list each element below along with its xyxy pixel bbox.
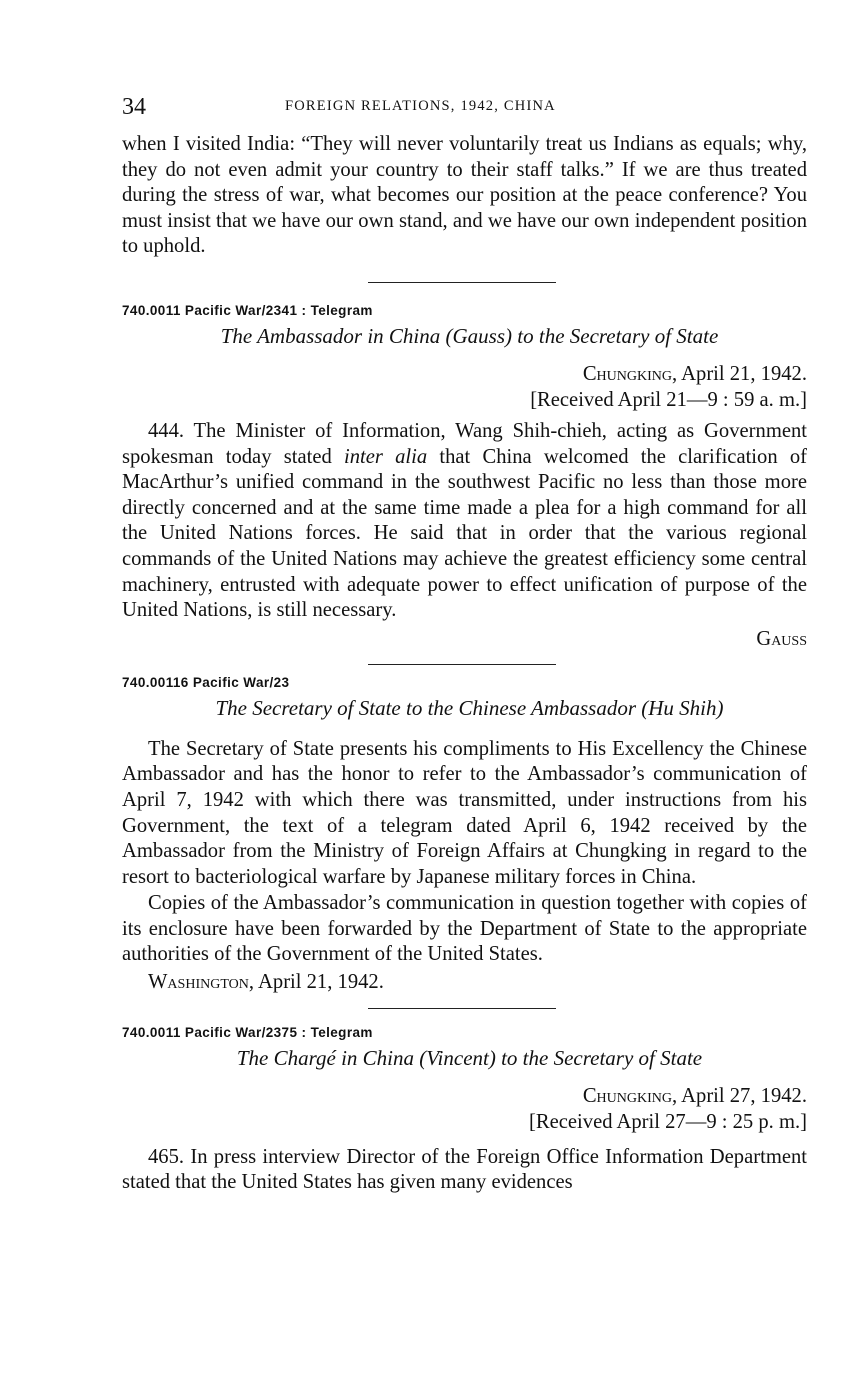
place-date-line <box>122 970 807 996</box>
note-paragraph: The Secretary of State presents his compliments to His Excellency the Chinese Ambassador and has the honor to refer to the Ambassador’s communication of April 7, 1942 with which there was transmitted, under instructions from his Government, the text of a telegram dated April 6, 1942 received by the Ambassador from the Ministry of Foreign Affairs at Chungking in regard to the resort to bacteriological warfare by Japanese military forces in China. <box>122 737 807 888</box>
section-divider <box>368 664 556 665</box>
note-paragraph: Copies of the Ambassador’s communication in question together with copies of its enclosure have been forwarded by the Department of State to the appropriate authorities of the Government of the United States. <box>122 892 807 966</box>
place-date-line <box>122 361 807 387</box>
date-text: , April 27, 1942. <box>671 1084 807 1107</box>
file-reference: 740.0011 Pacific War/2341 : Telegram <box>122 302 373 318</box>
document-page <box>122 92 807 1196</box>
document-title: The Secretary of State to the Chinese Ambassador (Hu Shih) <box>215 695 724 720</box>
running-header <box>122 92 807 120</box>
telegram-body: 444. The Minister of Information, Wang Shih-chieh, acting as Government spokesman today stated inter alia that China welcomed the clarification of MacArthur’s unified command in the southwest Pacific no less than those more directly concerned and at the same time made a plea for a high command for all the United Nations forces. He said that in order that the various regional commands of the United Nations may achieve the greatest efficiency some central machinery, entrusted with adequate power to effect unification of purpose of the United Nations, is still necessary. <box>122 419 807 622</box>
date-text: , April 21, 1942. <box>671 362 807 385</box>
section-divider <box>368 1008 556 1009</box>
page-number: 34 <box>122 94 146 120</box>
paragraph-number: 465. <box>148 1145 185 1168</box>
signature: Gauss <box>756 627 807 650</box>
intro-paragraph: when I visited India: “They will never voluntarily treat us Indians as equals; why, they do not even admit your country to their staff talks.” If we are thus treated during the stress of war, what becomes our position at the peace conference? You must insist that we have our own stand, and we have our own independent position to uphold. <box>122 133 807 258</box>
paragraph-number: 444. <box>148 419 185 442</box>
section-divider <box>368 282 556 283</box>
place-date-line <box>122 1083 807 1109</box>
place-name: Washington <box>148 971 249 994</box>
place-name: Chungking <box>582 362 672 385</box>
document-title: The Chargé in China (Vincent) to the Secretary of State <box>236 1045 703 1070</box>
running-title: FOREIGN RELATIONS, 1942, CHINA <box>285 98 556 114</box>
file-reference: 740.0011 Pacific War/2375 : Telegram <box>122 1024 373 1040</box>
file-reference: 740.00116 Pacific War/23 <box>122 674 290 690</box>
place-name: Chungking <box>582 1084 672 1107</box>
received-line: [Received April 27—9 : 25 p. m.] <box>529 1110 807 1133</box>
telegram-body: 465. In press interview Director of the Foreign Office Information Department stated that the United States has given many evidences <box>122 1145 807 1194</box>
received-line: [Received April 21—9 : 59 a. m.] <box>530 388 807 411</box>
date-text: , April 21, 1942. <box>248 971 384 994</box>
document-title: The Ambassador in China (Gauss) to the Secretary of State <box>220 323 719 348</box>
